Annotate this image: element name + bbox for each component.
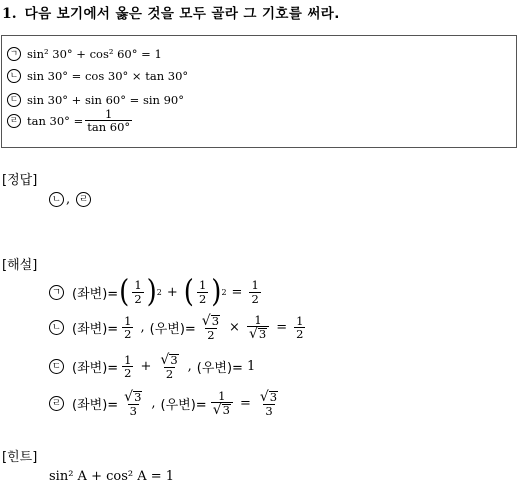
choice-symbol: ㄱ: [7, 47, 21, 61]
choice-fraction: [85, 108, 132, 133]
explanation-symbol: ㄱ: [49, 285, 64, 300]
choice-symbol: ㄴ: [7, 69, 21, 83]
question-number: 1.: [2, 6, 17, 22]
choice-symbol: ㄹ: [7, 114, 21, 128]
answer-label: [정답]: [2, 173, 38, 188]
choice-lhs: tan 30° =: [27, 113, 84, 128]
question-header: [2, 2, 340, 22]
choice-item: [7, 93, 184, 107]
explanation-line: ㄴ (좌변)= $\frac{1}{2}$ , (우변)= √ 3 2 × 1 √ 3 = $\frac{1}{2}$: [49, 314, 307, 341]
explanation-symbol: ㄴ: [49, 320, 64, 335]
lhs-label: (좌변)=: [72, 286, 119, 302]
explanation-line: ㄷ (좌변)= $\frac{1}{2}$ + √ 3 2 , (우변)= 1: [49, 353, 255, 380]
explanation-line: ㄱ (좌변)= ( $\frac{1}{2}$ ) 2 + ( $\frac{1}{2}$ ) 2 = $\frac{1}{2}$: [49, 279, 263, 305]
choice-text: sin 30° + sin 60° = sin 90°: [27, 93, 184, 107]
explanation-symbol: ㄷ: [49, 359, 64, 374]
choice-text: sin 30° = cos 30° × tan 30°: [27, 69, 189, 83]
explanation-label: [해설]: [2, 258, 38, 273]
answer-value: ㄴ , ㄹ: [49, 192, 99, 207]
choices-box: [1, 35, 517, 148]
choice-text: sin² 30° + cos² 60° = 1: [27, 47, 162, 61]
choice-symbol: ㄷ: [7, 93, 21, 107]
hint-text: sin² A + cos² A = 1: [49, 469, 175, 484]
choice-item: [7, 69, 188, 83]
fraction-numerator: 1: [105, 107, 113, 121]
fraction-denominator: tan 60°: [87, 120, 131, 135]
explanation-line: ㄹ (좌변)= √ 3 3 , (우변)= 1 √ 3 = √ 3 3: [49, 390, 282, 417]
question-text: 다음 보기에서 옳은 것을 모두 골라 그 기호를 써라.: [24, 6, 340, 22]
choice-item: [7, 47, 162, 61]
explanation-symbol: ㄹ: [49, 396, 64, 411]
hint-label: [힌트]: [2, 450, 38, 465]
answer-symbol-2: ㄹ: [76, 192, 91, 207]
choice-item: [7, 108, 134, 133]
answer-symbol-1: ㄴ: [49, 192, 64, 207]
